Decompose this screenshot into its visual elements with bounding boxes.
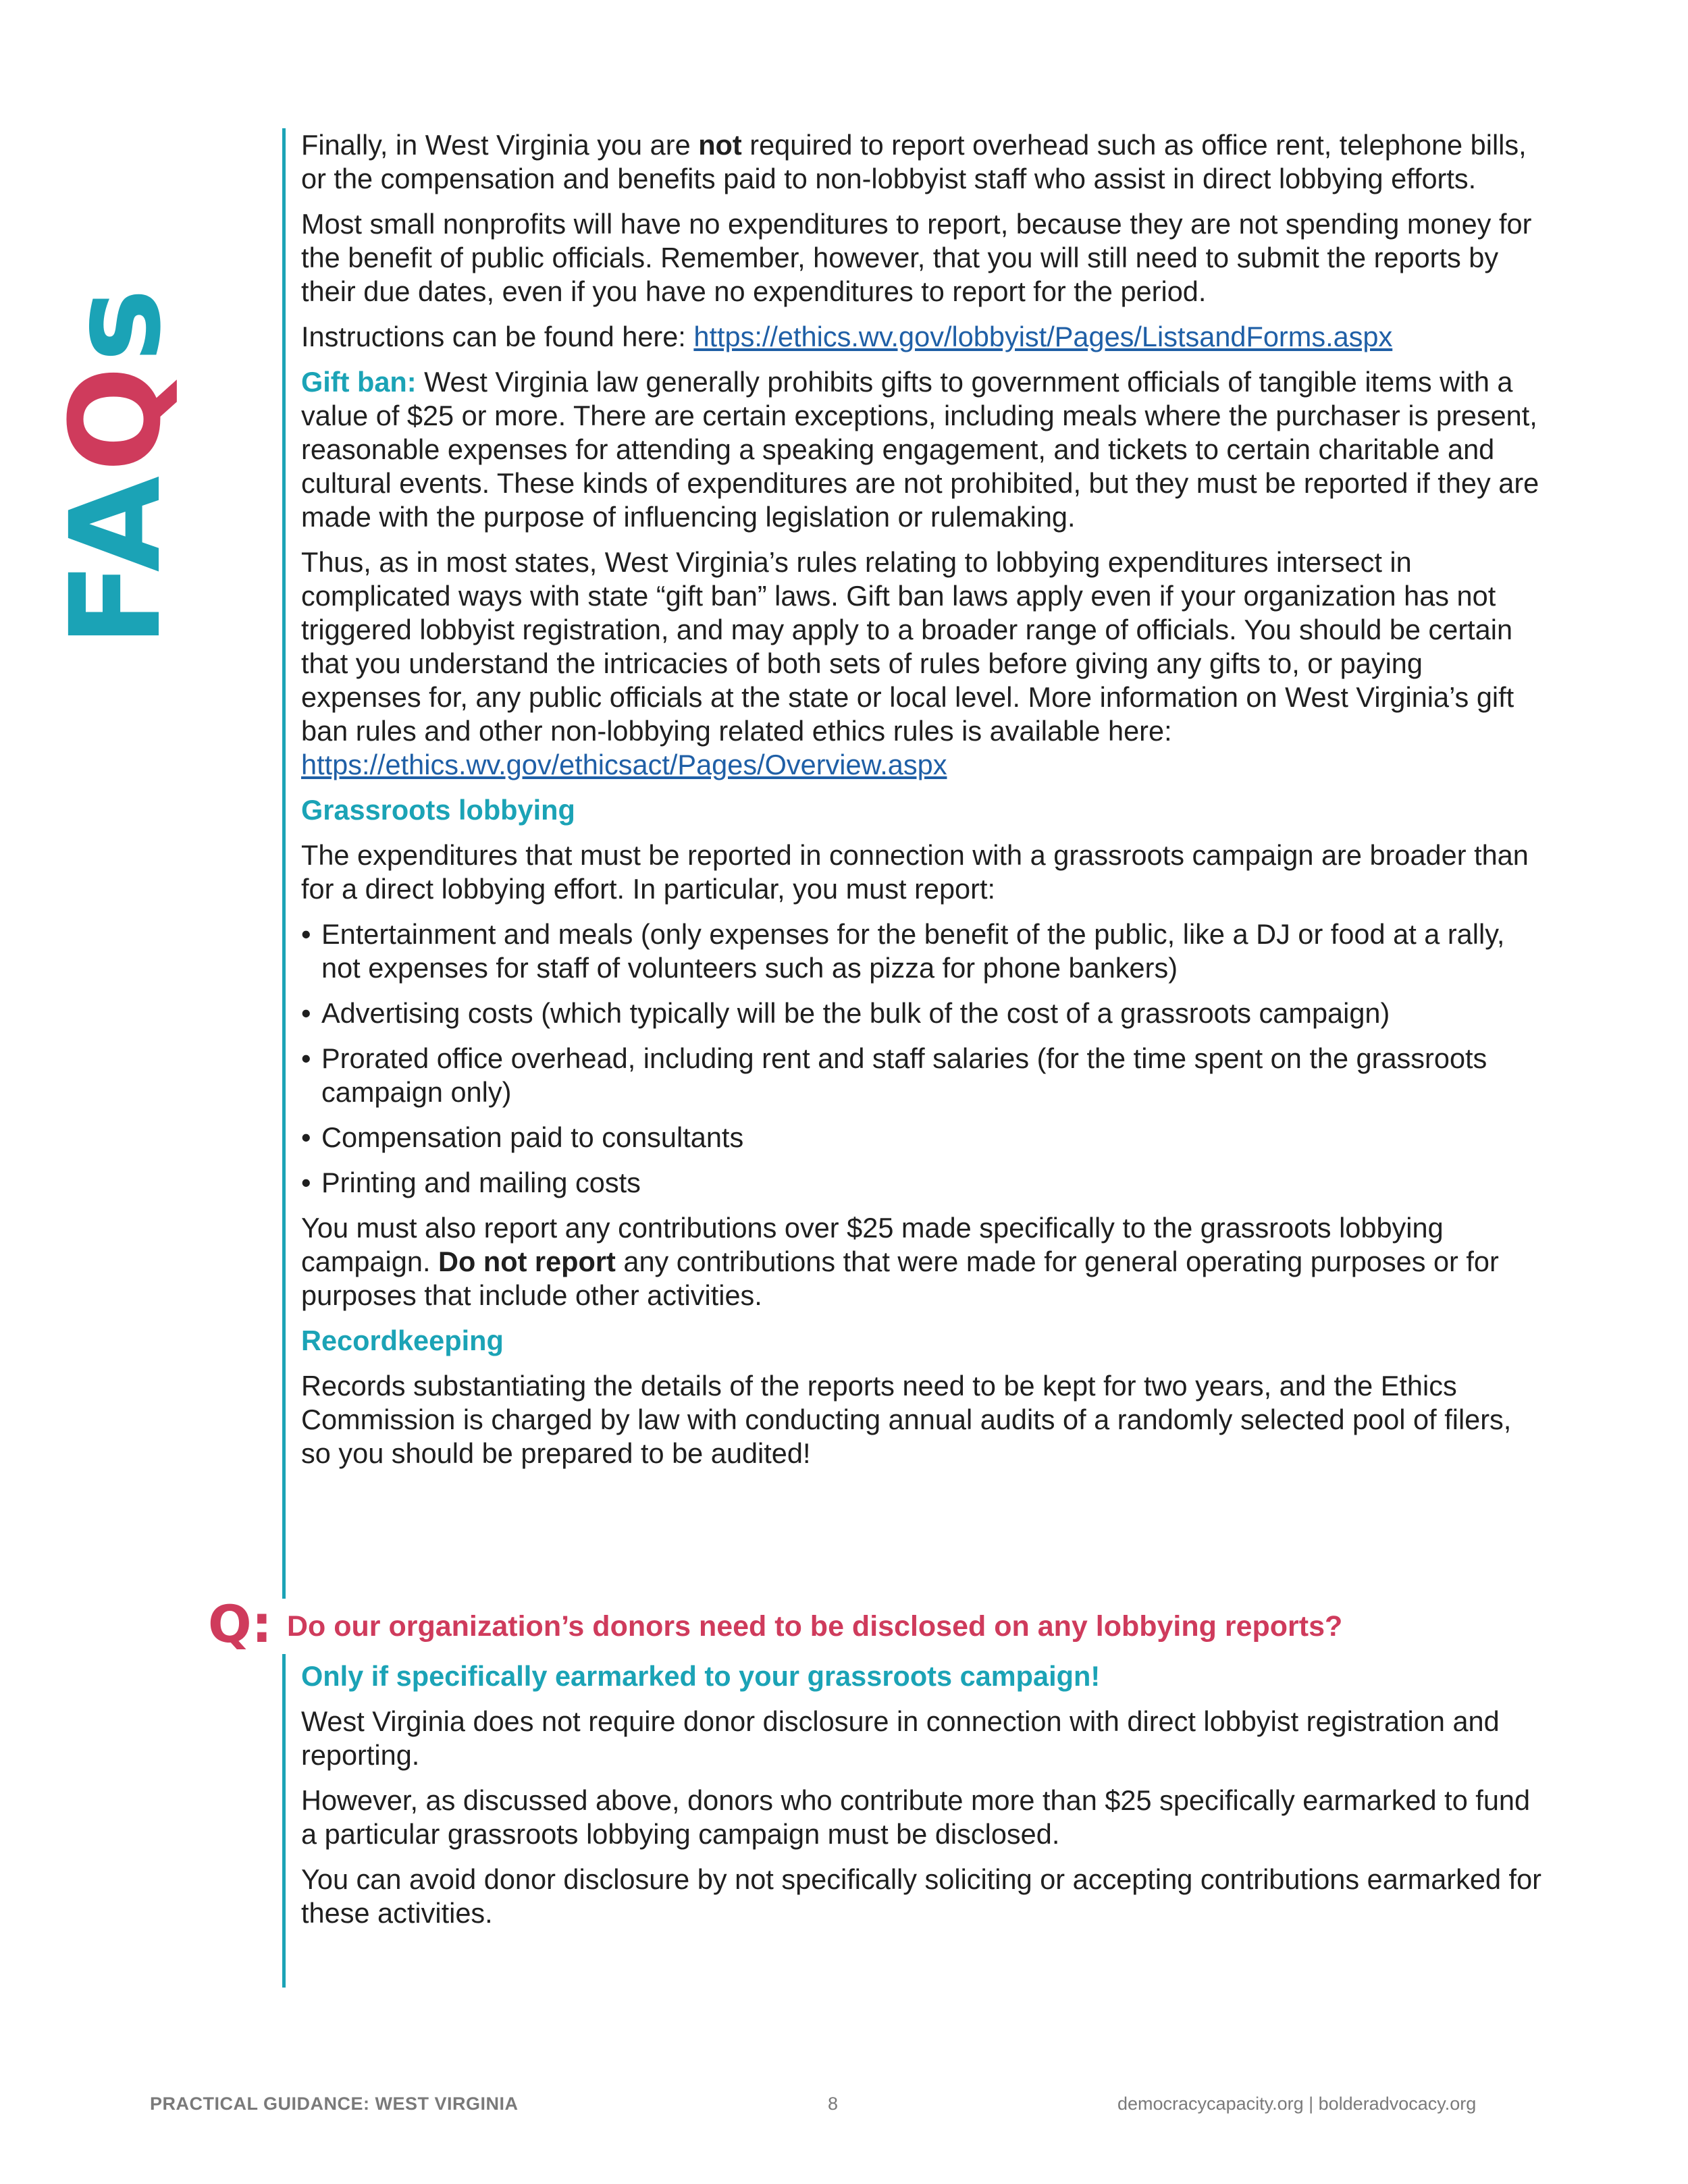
svg-text:FAQs: FAQs [44, 284, 188, 647]
expenditure-list [301, 917, 1544, 1200]
answer-paragraph: However, as discussed above, donors who contribute more than $25 specifically earmarked to fund a particular grassroots lobbying campaign must be disclosed. [301, 1784, 1531, 1850]
footer-title: PRACTICAL GUIDANCE: WEST VIRGINIA [150, 2094, 519, 2114]
paragraph-overhead: Finally, in West Virginia you are not required to report overhead such as office rent, telephone bills, or the compensation and benefits paid to non-lobbyist staff who assist in direct lobbying efforts. [301, 129, 1527, 194]
paragraph-gift-ban: Gift ban: West Virginia law generally prohibits gifts to government officials of tangible items with a value of $25 or more. There are certain exceptions, including meals where the purchaser is present, reasonable expenses for attending a speaking engagement, and tickets to certain charitable and cultural events. These kinds of expenditures are not prohibited, but they must be reported if they are made with the purpose of influencing legislation or rulemaking. [301, 366, 1539, 533]
heading-grassroots-lobbying: Grassroots lobbying [301, 794, 575, 826]
instructions-link[interactable]: https://ethics.wv.gov/lobbyist/Pages/ListsandForms.aspx [693, 321, 1393, 352]
section-rule-bottom [282, 1654, 286, 1988]
gift-ban-label: Gift ban: [301, 366, 417, 398]
paragraph-instructions: Instructions can be found here: https://ethics.wv.gov/lobbyist/Pages/ListsandForms.aspx [301, 321, 1393, 352]
answer-section [301, 1659, 1544, 1942]
heading-recordkeeping: Recordkeeping [301, 1325, 504, 1356]
paragraph-small-nonprofits: Most small nonprofits will have no expenditures to report, because they are not spending money for the benefit of public officials. Remember, however, that you will still need to submit the reports by their due dates, even if you have no expenditures to report for the period. [301, 208, 1532, 307]
page-number: 8 [828, 2094, 839, 2114]
question-text: Do our organization’s donors need to be disclosed on any lobbying reports? [287, 1610, 1343, 1643]
paragraph-recordkeeping: Records substantiating the details of the reports need to be kept for two years, and the Ethics Commission is charged by law with conducting annual audits of a randomly selected pool of filers, so you should be prepared to be audited! [301, 1370, 1512, 1469]
paragraph-grassroots-intro: The expenditures that must be reported in connection with a grassroots campaign are broader than for a direct lobbying effort. In particular, you must report: [301, 839, 1529, 905]
footer-websites: democracycapacity.org | bolderadvocacy.org [1117, 2094, 1477, 2114]
answer-heading: Only if specifically earmarked to your grassroots campaign! [301, 1660, 1101, 1692]
question-mark-icon: Q: [208, 1594, 272, 1654]
main-content [301, 128, 1544, 1482]
list-item: • Compensation paid to consultants [301, 1121, 1544, 1154]
question-row [203, 1594, 1553, 1654]
list-item: • Prorated office overhead, including rent and staff salaries (for the time spent on the grassroots campaign only) [301, 1042, 1544, 1109]
section-rule-top [282, 128, 286, 1599]
list-item: • Entertainment and meals (only expenses for the benefit of the public, like a DJ or food at a rally, not expenses for staff of volunteers such as pizza for phone bankers) [301, 917, 1544, 985]
ethics-overview-link[interactable]: https://ethics.wv.gov/ethicsact/Pages/Overview.aspx [301, 749, 947, 780]
paragraph-gift-ban-laws: Thus, as in most states, West Virginia’s rules relating to lobbying expenditures intersect in complicated ways with state “gift ban” laws. Gift ban laws apply even if your organization has not triggered lobbyist registration, and may apply to a broader range of officials. You should be certain that you understand the intricacies of both sets of rules before giving any gifts to, or paying expenses for, any public officials at the state or local level. More information on West Virginia’s gift ban rules and other non-lobbying related ethics rules is available here: https://ethics.wv.gov/ethicsact/Pages/Overview.aspx [301, 546, 1514, 780]
answer-paragraph: You can avoid donor disclosure by not specifically soliciting or accepting contributions earmarked for these activities. [301, 1863, 1541, 1929]
faqs-logo [44, 181, 192, 647]
list-item: • Printing and mailing costs [301, 1166, 1544, 1200]
answer-paragraph: West Virginia does not require donor disclosure in connection with direct lobbyist registration and reporting. [301, 1705, 1500, 1771]
paragraph-contributions: You must also report any contributions over $25 made specifically to the grassroots lobbying campaign. Do not report any contributions that were made for general operating purposes or for purposes that include other activities. [301, 1212, 1499, 1311]
faqs-logo-fa: FA [44, 472, 188, 647]
list-item: • Advertising costs (which typically will be the bulk of the cost of a grassroots campaign) [301, 996, 1544, 1030]
